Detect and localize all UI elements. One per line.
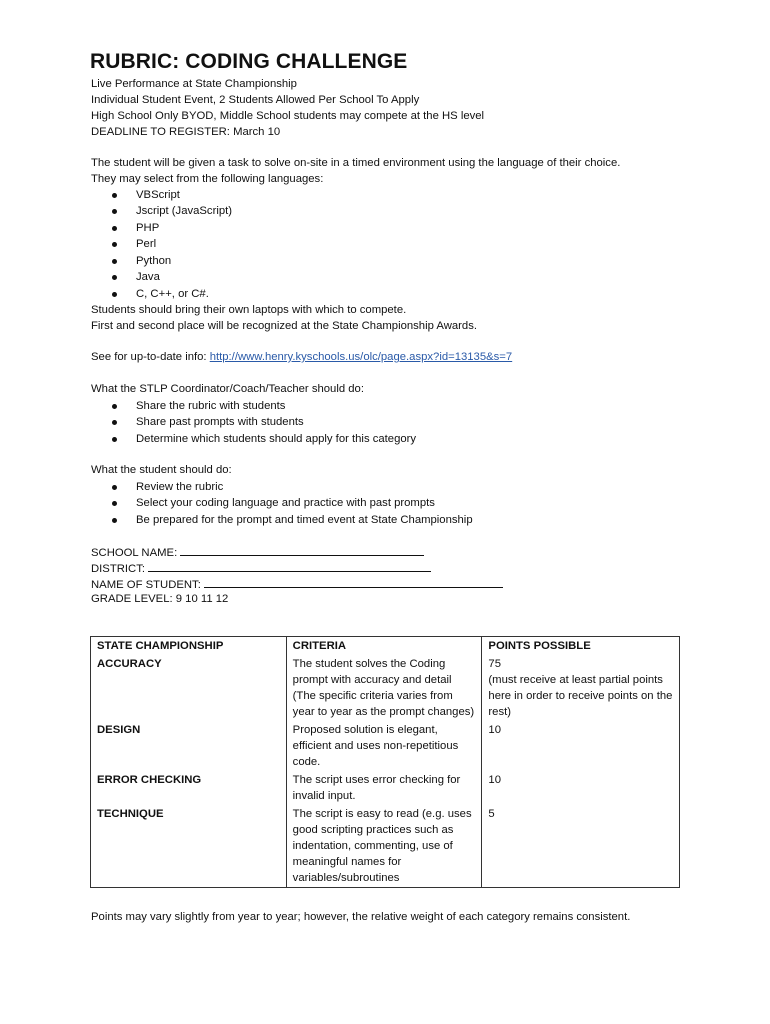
bullet-icon (112, 193, 117, 198)
bullet-icon (112, 259, 117, 264)
category-cell: TECHNIQUE (91, 805, 287, 888)
info-line (91, 349, 512, 365)
info-link[interactable]: http://www.henry.kyschools.us/olc/page.aspx?id=13135&s=7 (209, 351, 513, 363)
bullet-icon (112, 226, 117, 231)
header-criteria: CRITERIA (286, 637, 482, 656)
laptop-note: Students should bring their own laptops with which to compete. (91, 304, 407, 316)
language-item: VBScript (136, 189, 180, 201)
bullet-icon (112, 292, 117, 297)
footer-note: Points may vary slightly from year to year; however, the relative weight of each category remains consistent. (91, 911, 631, 923)
bullet-icon (112, 242, 117, 247)
bullet-icon (112, 275, 117, 280)
info-label: See for up-to-date info: (91, 351, 210, 363)
task-language-intro: They may select from the following languages: (91, 173, 324, 185)
bullet-icon (112, 518, 117, 523)
category-cell: DESIGN (91, 721, 287, 771)
district-label: DISTRICT: (91, 563, 145, 575)
school-name-label: SCHOOL NAME: (91, 547, 178, 559)
table-row (91, 721, 680, 771)
rubric-table (90, 636, 680, 888)
grade-level: GRADE LEVEL: 9 10 11 12 (91, 593, 229, 605)
header-state-championship: STATE CHAMPIONSHIP (91, 637, 287, 656)
school-name-line[interactable] (180, 543, 424, 556)
criteria-cell: The script is easy to read (e.g. uses good scripting practices such as indentation, commenting, use of meaningful names for variables/subroutines (286, 805, 482, 888)
language-item: Perl (136, 238, 157, 250)
criteria-cell: The script uses error checking for invalid input. (286, 771, 482, 805)
header-points: POINTS POSSIBLE (482, 637, 680, 656)
criteria-cell: The student solves the Coding prompt with accuracy and detail (The specific criteria varies from year to year as the prompt changes) (286, 655, 482, 721)
bullet-icon (112, 485, 117, 490)
student-item: Be prepared for the prompt and timed event at State Championship (136, 514, 473, 526)
points-value: 10 (482, 771, 680, 805)
language-item: PHP (136, 222, 160, 234)
language-item: Python (136, 255, 172, 267)
intro-line: High School Only BYOD, Middle School students may compete at the HS level (91, 110, 485, 122)
bullet-icon (112, 501, 117, 506)
student-heading: What the student should do: (91, 464, 232, 476)
student-name-label: NAME OF STUDENT: (91, 579, 201, 591)
category-cell: ACCURACY (91, 655, 287, 721)
language-item: C, C++, or C#. (136, 288, 209, 300)
district-line[interactable] (148, 559, 431, 572)
language-item: Jscript (JavaScript) (136, 205, 233, 217)
coordinator-item: Share the rubric with students (136, 400, 286, 412)
student-name-line[interactable] (204, 575, 503, 588)
coordinator-item: Determine which students should apply for this category (136, 433, 417, 445)
coordinator-heading: What the STLP Coordinator/Coach/Teacher should do: (91, 383, 364, 395)
points-cell (482, 655, 680, 721)
points-value: 5 (482, 805, 680, 888)
points-value: 10 (482, 721, 680, 771)
task-description: The student will be given a task to solve on-site in a timed environment using the language of their choice. (91, 157, 621, 169)
bullet-icon (112, 420, 117, 425)
awards-note: First and second place will be recognized at the State Championship Awards. (91, 320, 477, 332)
table-header-row (91, 637, 680, 656)
bullet-icon (112, 404, 117, 409)
bullet-icon (112, 209, 117, 214)
language-item: Java (136, 271, 160, 283)
table-row (91, 771, 680, 805)
points-note: (must receive at least partial points here in order to receive points on the rest) (488, 674, 673, 718)
criteria-cell: Proposed solution is elegant, efficient and uses non-repetitious code. (286, 721, 482, 771)
deadline-line: DEADLINE TO REGISTER: March 10 (91, 126, 281, 138)
points-value: 75 (488, 658, 501, 670)
coordinator-item: Share past prompts with students (136, 416, 304, 428)
student-item: Select your coding language and practice with past prompts (136, 497, 435, 509)
student-item: Review the rubric (136, 481, 224, 493)
page-title: RUBRIC: CODING CHALLENGE (90, 50, 408, 73)
table-row (91, 805, 680, 888)
bullet-icon (112, 437, 117, 442)
table-row (91, 655, 680, 721)
intro-line: Individual Student Event, 2 Students Allowed Per School To Apply (91, 94, 420, 106)
intro-line: Live Performance at State Championship (91, 78, 297, 90)
category-cell: ERROR CHECKING (91, 771, 287, 805)
